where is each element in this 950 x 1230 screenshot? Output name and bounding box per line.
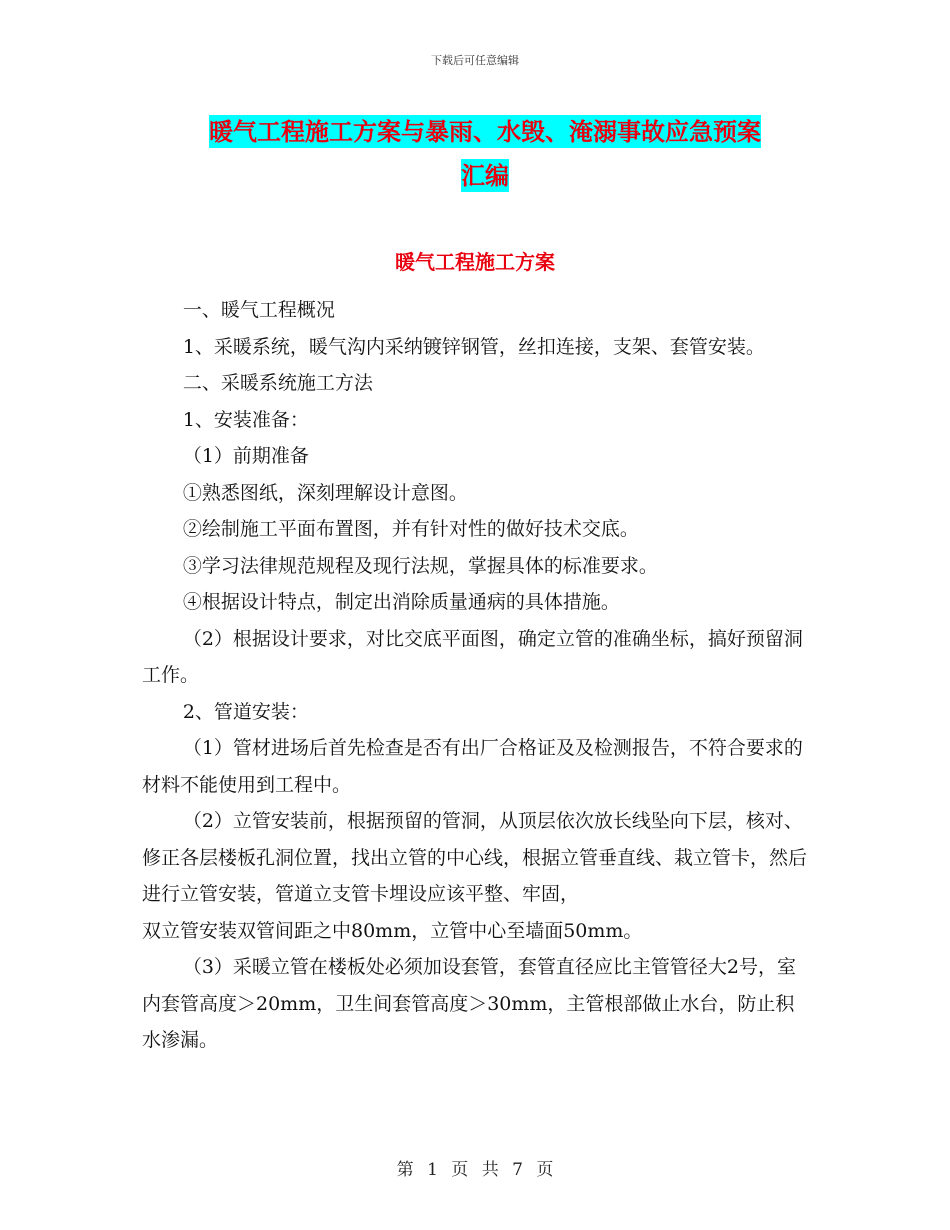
paragraph: 二、采暖系统施工方法 [182,372,373,394]
paragraph: （1）前期准备 [182,445,309,467]
paragraph: ④根据设计特点，制定出消除质量通病的具体措施。 [182,591,620,613]
title-line-1: 暖气工程施工方案与暴雨、水毁、淹溺事故应急预案 [209,117,761,146]
footer-page-total: 7 [512,1160,523,1180]
footer-total-prefix: 共 [481,1160,499,1180]
paragraph: （2）根据设计要求，对比交底平面图，确定立管的准确坐标，搞好预留洞工作。 [142,627,803,686]
paragraph: （1）管材进场后首先检查是否有出厂合格证及及检测报告，不符合要求的材料不能使用到工程中。 [142,737,803,796]
paragraph: 1、采暖系统，暖气沟内采纳镀锌钢管，丝扣连接，支架、套管安装。 [182,335,765,358]
document-title [140,110,830,198]
paragraph: ①熟悉图纸，深刻理解设计意图。 [182,481,468,504]
header-note: 下载后可任意编辑 [431,54,519,67]
paragraph: ②绘制施工平面布置图，并有针对性的做好技术交底。 [182,518,639,540]
document-body [142,292,810,1059]
footer-total-suffix: 页 [536,1160,554,1180]
paragraph: 2、管道安装： [182,700,309,723]
paragraph: （3）采暖立管在楼板处必须加设套管，套管直径应比主管管径大2号，室内套管高度＞20mm，卫生间套管高度＞30mm，主管根部做止水台，防止积水渗漏。 [142,956,797,1051]
paragraph: ③学习法律规范规程及现行法规，掌握具体的标准要求。 [182,554,658,577]
paragraph: 一、暖气工程概况 [182,299,335,321]
paragraph: 1、安装准备： [182,408,309,431]
footer-page-prefix: 第 [396,1160,414,1180]
title-line-2: 汇编 [461,161,509,190]
paragraph: 双立管安装双管间距之中80mm，立管中心至墙面50mm。 [142,919,643,942]
section-title: 暖气工程施工方案 [395,250,555,274]
paragraph: （2）立管安装前，根据预留的管洞，从顶层依次放长线坠向下层，核对、修正各层楼板孔洞位置，找出立管的中心线，根据立管垂直线、栽立管卡，然后进行立管安装，管道立支管卡埋设应该平整、牢固， [142,810,808,905]
footer-page-current: 1 [427,1160,438,1180]
footer-page-mid: 页 [451,1160,469,1180]
page-footer [0,1155,950,1180]
